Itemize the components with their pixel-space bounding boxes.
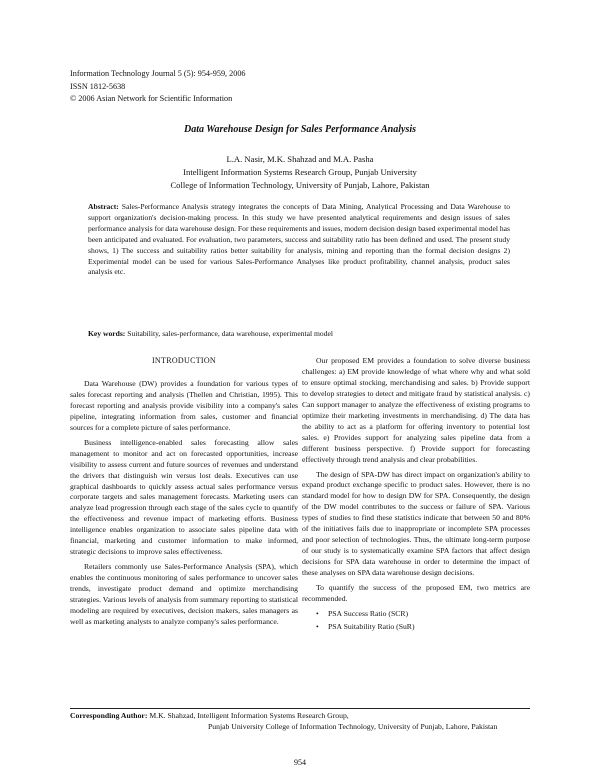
author-affiliation-1: Intelligent Information Systems Research Group, Punjab University — [183, 167, 417, 177]
journal-info — [70, 68, 246, 106]
right-paragraph-1: Our proposed EM provides a foundation to solve diverse business challenges: a) EM provide knowledge of what where why and what sold to ensure optimal stocking, merchandising and sales. b) Provide support to develop strategies to detect and mitigate fraud by statistical analysis. c) Can support manager to analyze the effectiveness of existing programs to optimize their marketing investments in merchandising. d) The data has the ability to act as a platform for offering inventory to potential lost sales. e) Provides support for analyzing sales pipeline data from a different business perspective. f) Provide support for forecasting effectively through trend analysis and clear probabilities. — [302, 356, 530, 464]
metrics-list-item: • PSA Suitability Ratio (SuR) — [328, 622, 530, 633]
abstract-text: Sales-Performance Analysis strategy integrates the concepts of Data Mining, Analytical Processing and Data Warehouse to support organization's decision-making process. In this study we have presented analytical requirements and design issues of sales performance analysis for data warehouse design. For these requirements and issues, modern decision design based experimental model has been anticipated and evaluated. For evaluation, two parameters, success and suitability ratio has been defined and used. The present study shows, 1) The success and suitability ratios better suitability for analysis, mining and reporting than the formal decision designs 2) Experimental model can be used for various Sales-Performance Analyses like product profitability, channel analysis, product sales analysis etc. — [88, 202, 510, 277]
section-heading-introduction: INTRODUCTION — [151, 356, 217, 365]
corresponding-author — [70, 711, 540, 732]
journal-issn: ISSN 1812-5638 — [70, 81, 126, 91]
left-paragraph-1: Data Warehouse (DW) provides a foundation for various types of sales forecast reporting and analysis (Thellen and Christian, 1995). This forecast reporting and analysis provide visibility into a company's sales pipeline, integrating information from sales, customer and financial sources for a complete picture of sales performance. — [70, 378, 298, 432]
metrics-list-item: • PSA Success Ratio (SCR) — [328, 609, 530, 620]
corresponding-author-label: Corresponding Author: — [70, 711, 148, 720]
right-column — [302, 356, 530, 635]
paper-title: Data Warehouse Design for Sales Performance Analysis — [183, 124, 417, 135]
abstract-label: Abstract: — [88, 202, 119, 211]
right-paragraph-2: The design of SPA-DW has direct impact on organization's ability to expand product exchange specific to product sales. However, there is no standard model for how to design DW for SPA. Consequently, the design of the DW model contributes to the success or failure of SPA. Various types of studies to find these statistics indicate that between 50 and 80% of the initiatives fails due to inappropriate or incomplete SPA processes and poor selection of technologies. Thus, the ultimate long-term purpose of our study is to systematically examine SPA factors that affect design decisions for SPA data warehouse in order to determine the impact of these analyses on SPA data warehouse design decisions. — [302, 469, 530, 578]
left-paragraph-2: Business intelligence-enabled sales forecasting allow sales management to monitor and act on forecasted opportunities, increase visibility to assess current and future sources of revenues and understand the drivers that distinguish win versus lost deals. Executives can use graphical dashboards to quickly assess actual sales performance versus corporate targets and sales management forecasts. Marketing users can analyze lead progression through each stage of the sales cycle to quantify the effectiveness and revenue impact of marketing efforts. Business intelligence enables organization to associate sales pipeline data with financial, marketing and customer information to make informed, strategic decisions to improve sales effectiveness. — [70, 437, 298, 557]
authors-block — [0, 153, 600, 192]
journal-copyright: © 2006 Asian Network for Scientific Information — [70, 94, 233, 103]
keywords — [88, 329, 510, 340]
author-names: L.A. Nasir, M.K. Shahzad and M.A. Pasha — [226, 154, 374, 164]
author-affiliation-2: College of Information Technology, University of Punjab, Lahore, Pakistan — [170, 180, 430, 190]
left-column — [70, 356, 298, 632]
journal-citation: Information Technology Journal 5 (5): 954-959, 2006 — [70, 69, 246, 78]
metrics-list — [302, 609, 530, 633]
keywords-label: Key words: — [88, 329, 126, 338]
page-number: 954 — [294, 758, 306, 767]
corresponding-author-line-2: Punjab University College of Information Technology, University of Punjab, Lahore, Pakistan — [208, 721, 498, 731]
right-paragraph-3: To quantify the success of the proposed EM, two metrics are recommended. — [302, 583, 530, 604]
keywords-text: Suitability, sales-performance, data warehouse, experimental model — [127, 329, 333, 338]
footer-divider — [70, 708, 530, 709]
abstract — [88, 202, 510, 278]
left-paragraph-3: Retailers commonly use Sales-Performance Analysis (SPA), which enables the continuous monitoring of sales performance to uncover sales trends, investigate product demand and optimize merchandising strategies. Various levels of analysis from summary reporting to statistical modeling are required by executives, decision makers, sales managers as well as marketing analysts to analyze company's sales performance. — [70, 562, 298, 626]
corresponding-author-line-1: M.K. Shahzad, Intelligent Information Systems Research Group, — [149, 711, 349, 720]
